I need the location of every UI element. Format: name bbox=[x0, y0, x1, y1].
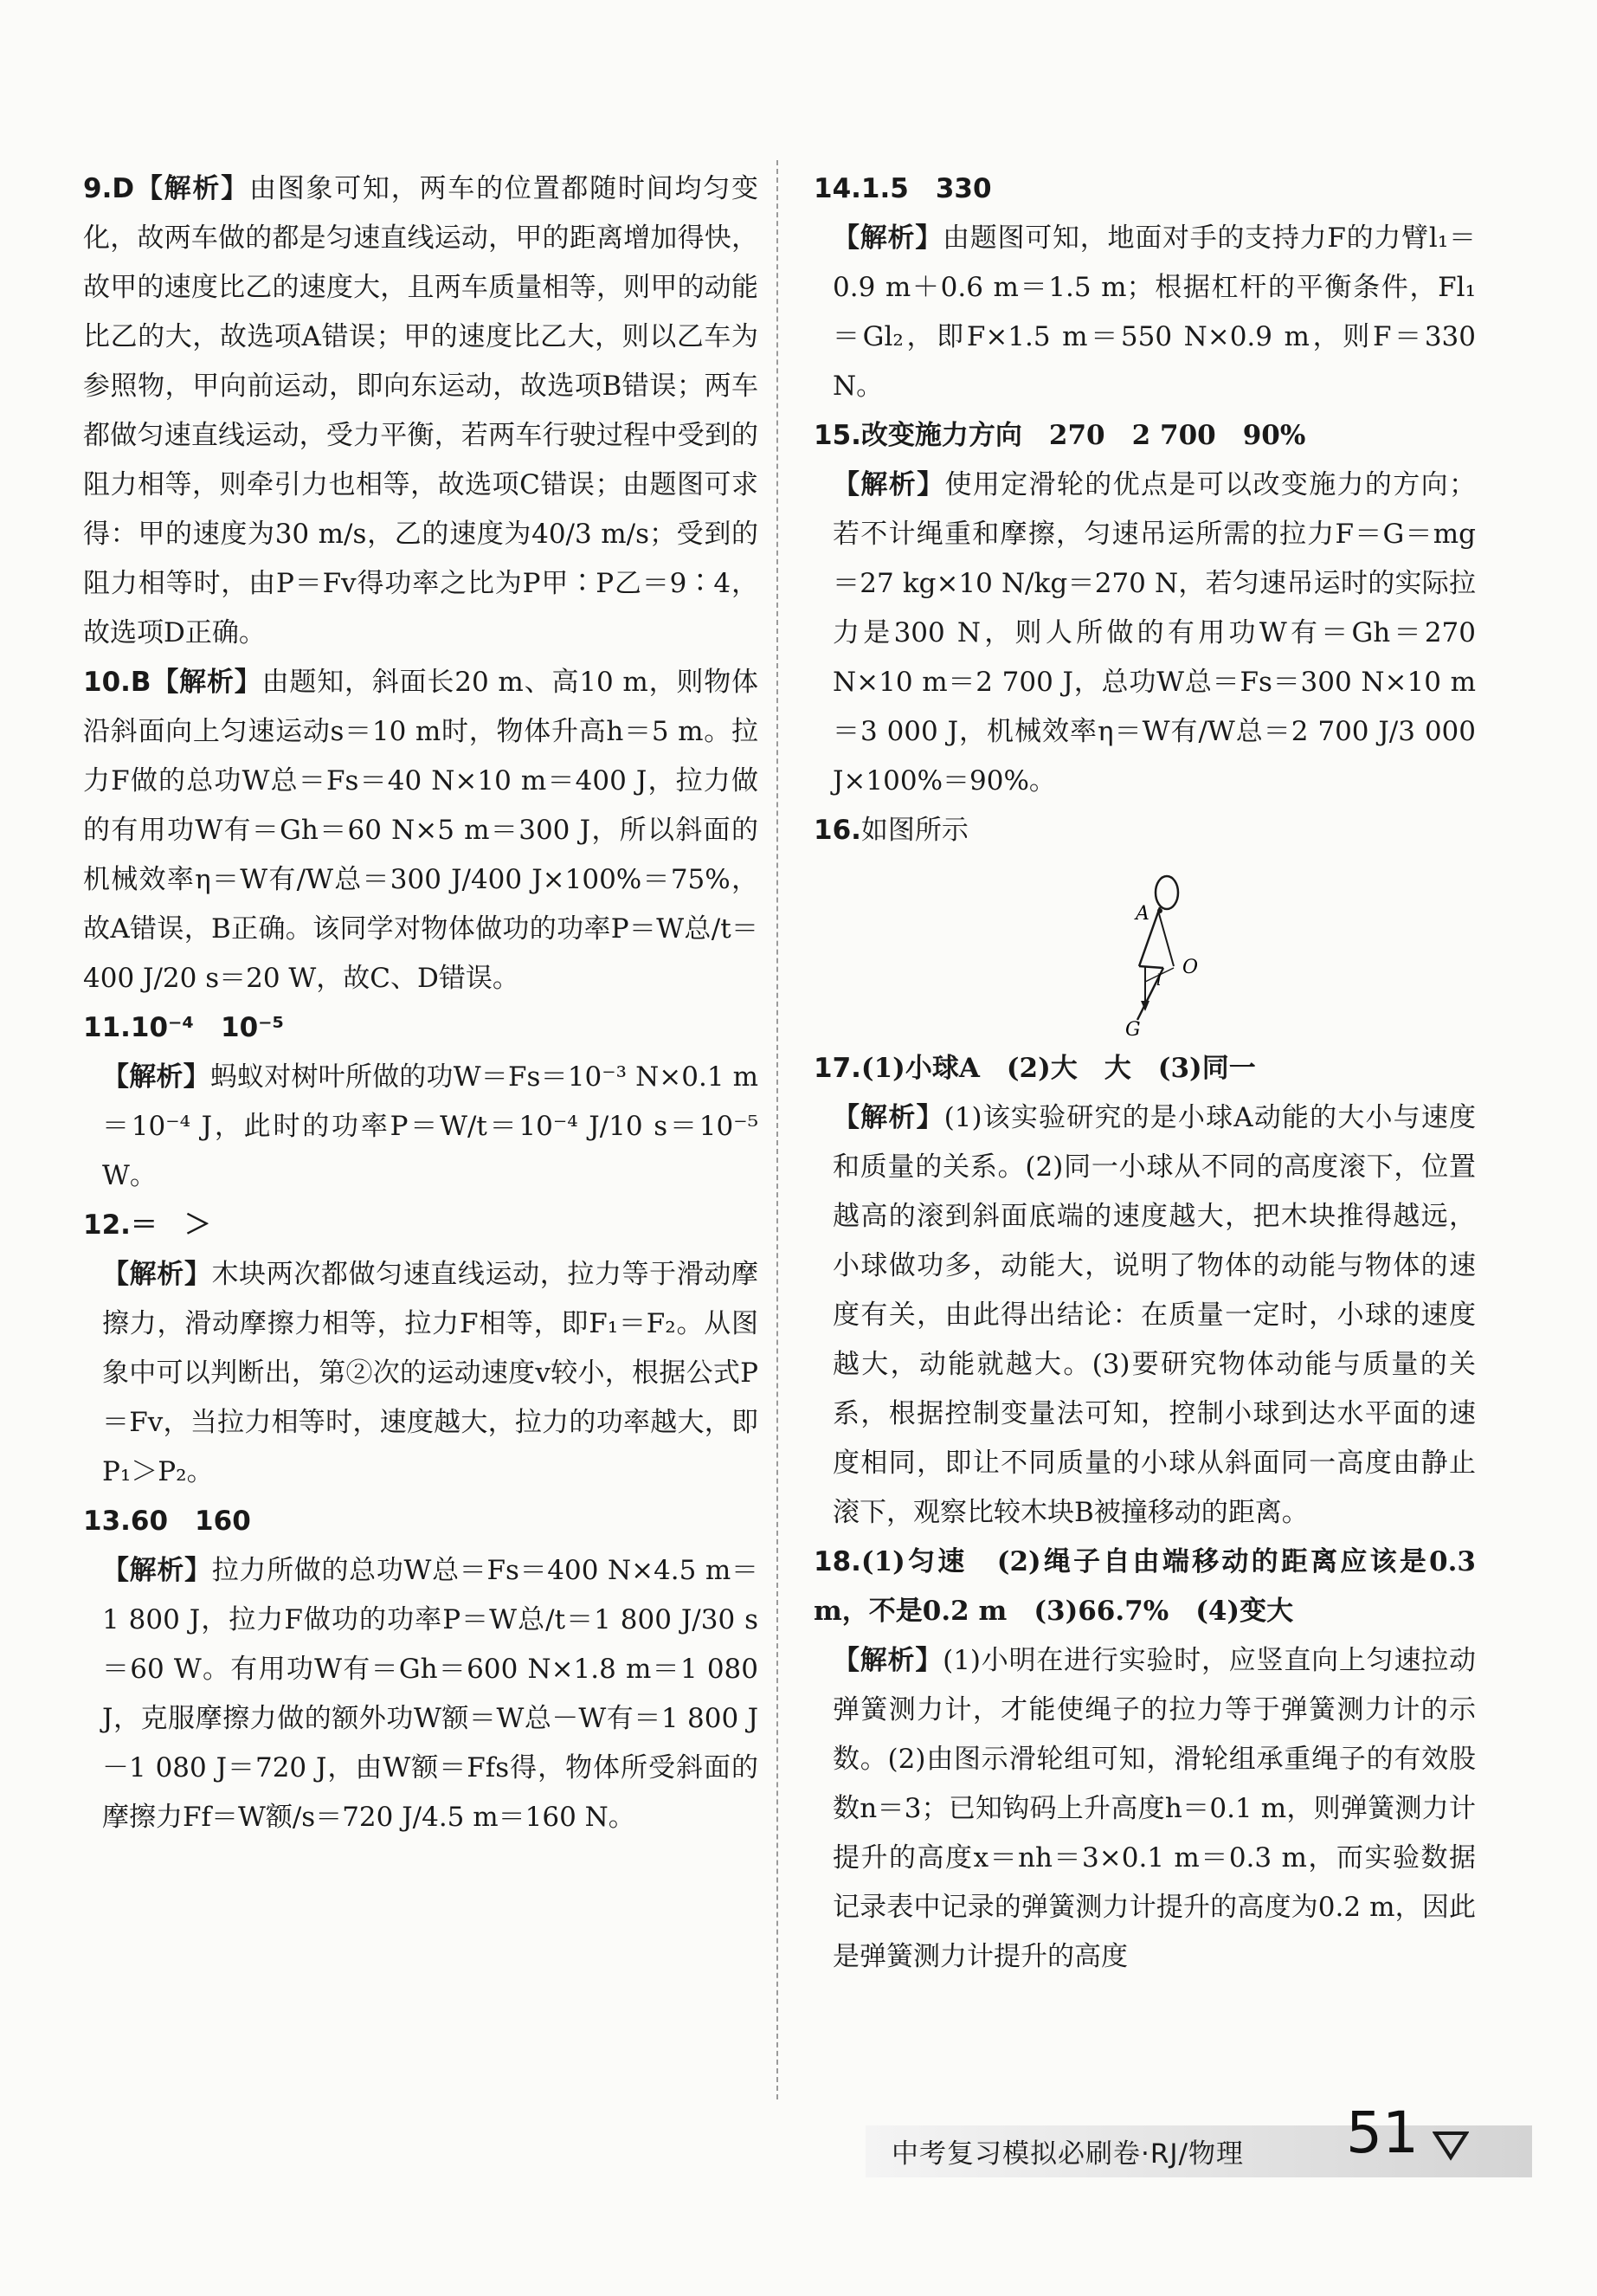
page-number: 51 bbox=[1346, 2099, 1419, 2166]
lever-diagram bbox=[1099, 871, 1220, 1044]
question-number: 17. bbox=[814, 1053, 861, 1084]
answer-item-10 bbox=[83, 658, 758, 1003]
question-number: 15. bbox=[814, 420, 861, 451]
analysis-text: (1)小明在进行实验时，应竖直向上匀速拉动弹簧测力计，才能使绳子的拉力等于弹簧测力计的示数。(2)由图示滑轮组可知，滑轮组承重绳子的有效股数n＝3；已知钩码上升高度h＝0.1 m，则弹簧测力计提升的高度x＝nh＝3×0.1 m＝0.3 m，而实验数据记录表中记录的弹簧测力计提升的高度为0.2 m，因此是弹簧测力计提升的高度 bbox=[833, 1645, 1476, 1972]
analysis-tag: 【解析】 bbox=[102, 1555, 212, 1586]
answer-item-12 bbox=[83, 1201, 758, 1497]
label-g: G bbox=[1125, 1019, 1141, 1041]
question-number: 11. bbox=[83, 1012, 131, 1043]
answer: 如图所示 bbox=[860, 815, 969, 846]
answer: ＝ ＞ bbox=[130, 1209, 211, 1241]
figure-16 bbox=[814, 871, 1476, 1044]
analysis-text: (1)该实验研究的是小球A动能的大小与速度和质量的关系。(2)同一小球从不同的高度滚下，位置越高的滚到斜面底端的速度越大，把木块推得越远，小球做功多，动能大，说明了物体的动能与物体的速度有关，由此得出结论：在质量一定时，小球的速度越大，动能就越大。(3)要研究物体动能与质量的关系，根据控制变量法可知，控制小球到达水平面的速度相同，即让不同质量的小球从斜面同一高度由静止滚下，观察比较木块B被撞移动的距离。 bbox=[833, 1102, 1476, 1528]
analysis-text: 由题知，斜面长20 m、高10 m，则物体沿斜面向上匀速运动s＝10 m时，物体升高h＝5 m。拉力F做的总功W总＝Fs＝40 N×10 m＝400 J，拉力做的有用功W有＝Gh＝60 N×5 m＝300 J，所以斜面的机械效率η＝W有/W总＝300 J/400 J×100%＝75%，故A错误，B正确。该同学对物体做功的功率P＝W总/t＝400 J/20 s＝20 W，故C、D错误。 bbox=[83, 667, 759, 994]
analysis-tag: 【解析】 bbox=[833, 1102, 944, 1133]
analysis-text: 由题图可知，地面对手的支持力F的力臂l₁＝0.9 m＋0.6 m＝1.5 m；根据杠杆的平衡条件，Fl₁＝Gl₂，即F×1.5 m＝550 N×0.9 m，则F＝330 N。 bbox=[833, 223, 1476, 402]
analysis-text: 由图象可知，两车的位置都随时间均匀变化，故两车做的都是匀速直线运动，甲的距离增加得快，故甲的速度比乙的速度大，且两车质量相等，则甲的动能比乙的大，故选项A错误；甲的速度比乙大，则以乙车为参照物，甲向前运动，即向东运动，故选项B错误；两车都做匀速直线运动，受力平衡，若两车行驶过程中受到的阻力相等，则牵引力也相等，故选项C错误；由题图可求得：甲的速度为30 m/s，乙的速度为40/3 m/s；受到的阻力相等时，由P＝Fv得功率之比为P甲∶P乙＝9∶4，故选项D正确。 bbox=[83, 173, 758, 648]
answer-item-17 bbox=[814, 1044, 1476, 1538]
analysis-text: 木块两次都做匀速直线运动，拉力等于滑动摩擦力，滑动摩擦力相等，拉力F相等，即F₁＝F₂。从图象中可以判断出，第②次的运动速度v较小，根据公式P＝Fv，当拉力相等时，速度越大，拉力的功率越大，即P₁＞P₂。 bbox=[102, 1259, 759, 1487]
question-number: 16. bbox=[814, 815, 861, 846]
answer-item-9 bbox=[83, 164, 758, 658]
left-column bbox=[83, 164, 758, 1842]
question-number: 9. bbox=[83, 173, 113, 204]
answer-item-18 bbox=[814, 1538, 1476, 1982]
question-number: 10. bbox=[83, 667, 131, 698]
analysis-tag: 【解析】 bbox=[102, 1259, 212, 1290]
answer: (1)小球A (2)大 大 (3)同一 bbox=[860, 1053, 1256, 1084]
label-o: O bbox=[1182, 957, 1199, 978]
label-a: A bbox=[1136, 903, 1149, 925]
answer-item-15 bbox=[814, 411, 1476, 806]
answer-item-11 bbox=[83, 1003, 758, 1201]
answer: 60 160 bbox=[130, 1506, 251, 1537]
analysis-tag: 【解析】 bbox=[833, 223, 943, 254]
analysis-text: 拉力所做的总功W总＝Fs＝400 N×4.5 m＝1 800 J，拉力F做功的功率P＝W总/t＝1 800 J/30 s＝60 W。有用功W有＝Gh＝600 N×1.8 m＝1 080 J，克服摩擦力做的额外功W额＝W总－W有＝1 800 J－1 080 J＝720 J，由W额＝Ffs得，物体所受斜面的摩擦力Ff＝W额/s＝720 J/4.5 m＝160 N。 bbox=[102, 1555, 759, 1833]
analysis-tag: 【解析】 bbox=[102, 1061, 210, 1093]
answer-item-14 bbox=[814, 164, 1476, 411]
column-divider bbox=[776, 160, 778, 2099]
analysis-tag: 【解析】 bbox=[833, 469, 945, 500]
analysis-tag: 【解析】 bbox=[833, 1645, 943, 1676]
question-number: 12. bbox=[83, 1209, 131, 1241]
answer: D bbox=[112, 173, 135, 204]
answer-item-16 bbox=[814, 806, 1476, 1044]
footer-title: 中考复习模拟必刷卷·RJ/物理 bbox=[892, 2138, 1244, 2170]
question-number: 14. bbox=[814, 173, 861, 204]
answer: 1.5 330 bbox=[860, 173, 992, 204]
answer: (1)匀速 (2)绳子自由端移动的距离应该是0.3 m，不是0.2 m (3)66.7% (4)变大 bbox=[814, 1546, 1476, 1627]
triangle-icon bbox=[1433, 2130, 1469, 2161]
analysis-tag: 【解析】 bbox=[134, 173, 249, 204]
question-number: 18. bbox=[814, 1546, 861, 1577]
question-number: 13. bbox=[83, 1506, 131, 1537]
label-l: l bbox=[1156, 971, 1162, 990]
answer: 10⁻⁴ 10⁻⁵ bbox=[130, 1012, 285, 1043]
answer: 改变施力方向 270 2 700 90% bbox=[860, 420, 1306, 451]
analysis-text: 蚂蚁对树叶所做的功W＝Fs＝10⁻³ N×0.1 m＝10⁻⁴ J，此时的功率P＝W/t＝10⁻⁴ J/10 s＝10⁻⁵ W。 bbox=[102, 1061, 758, 1191]
right-column bbox=[814, 164, 1476, 1982]
analysis-text: 使用定滑轮的优点是可以改变施力的方向；若不计绳重和摩擦，匀速吊运所需的拉力F＝G＝mg＝27 kg×10 N/kg＝270 N，若匀速吊运时的实际拉力是300 N，则人所做的有用功W有＝Gh＝270 N×10 m＝2 700 J，总功W总＝Fs＝300 N×10 m＝3 000 J，机械效率η＝W有/W总＝2 700 J/3 000 J×100%＝90%。 bbox=[833, 469, 1477, 797]
answer: B bbox=[130, 667, 151, 698]
answer-item-13 bbox=[83, 1497, 758, 1842]
analysis-tag: 【解析】 bbox=[151, 667, 262, 698]
